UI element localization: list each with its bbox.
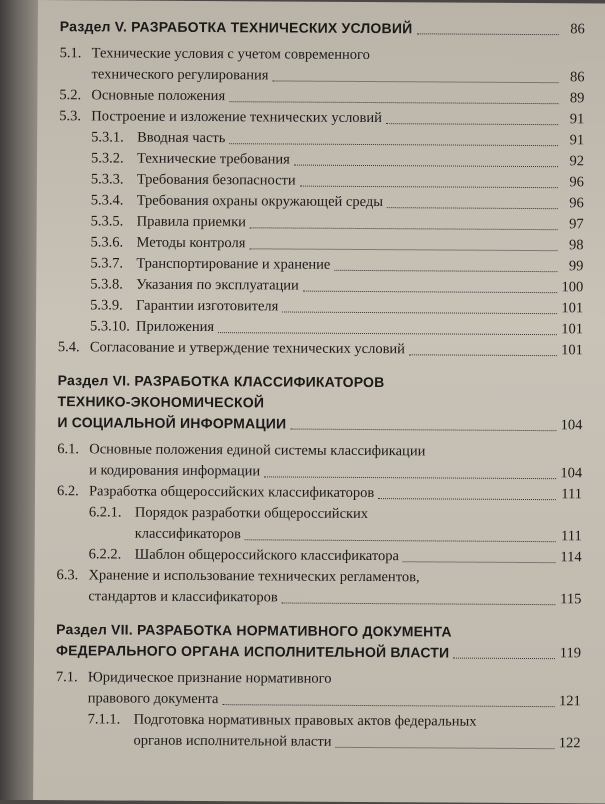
page-number: 97 [569,216,584,233]
page-number: 99 [568,258,584,275]
dot-leader [335,747,554,749]
dot-leader [264,476,556,479]
page-number: 86 [570,21,585,38]
entry-title: Технические требования [136,150,290,168]
dot-leader [334,270,557,272]
entry-title: Вводная часть [137,129,226,147]
entry-number: 6.2. [56,483,79,500]
toc-entry [55,709,580,754]
entry-title-cont: органов исполнительной власти [133,732,332,750]
page-number: 115 [560,591,582,608]
entry-title: Шаблон общероссийского классификатора [134,546,400,565]
entry-title: Основные положения единой системы классификации [89,441,426,460]
entry-title: Технические условия с учетом современного [91,45,370,64]
entry-title: Хранение и использование технических регламентов, [88,567,420,586]
dot-leader [303,291,557,294]
entry-number: 6.2.2. [88,546,122,563]
section-title: Раздел VI. РАЗРАБОТКА КЛАССИФИКАТОРОВ [57,372,385,391]
dot-leader [290,429,556,432]
toc-entry [56,565,581,610]
entry-title: Порядок разработки общероссийских [134,504,369,523]
dot-leader [282,603,556,606]
entry-number: 7.1. [55,669,78,686]
dot-leader [249,248,557,251]
entry-title: Требования безопасности [136,171,296,189]
page-number: 96 [569,195,584,212]
entry-number: 5.3.6. [90,234,124,251]
dot-leader [218,332,557,335]
entry-title: Правила приемки [136,213,246,231]
dot-leader [453,658,555,660]
dot-leader [387,207,558,209]
entry-number: 6.1. [57,441,80,458]
entry-number: 5.3.8. [90,276,123,293]
section-heading [60,16,585,40]
dot-leader [245,539,556,542]
entry-number: 6.2.1. [88,504,122,521]
toc-entry [56,667,581,712]
entry-title-cont: классификаторов [134,525,241,543]
entry-title: Основные положения [91,87,226,105]
entry-number: 5.3.4. [90,192,124,209]
dot-leader [416,33,558,35]
page-number: 104 [560,465,583,482]
section-title-cont: И СОЦИАЛЬНОЙ ИНФОРМАЦИИ [57,414,287,432]
section-title: Раздел V. РАЗРАБОТКА ТЕХНИЧЕСКИХ УСЛОВИЙ [59,18,413,37]
entry-number: 5.3. [59,108,82,125]
entry-title: Построение и изложение технических условий [91,108,383,127]
dot-leader [403,561,556,563]
page-number: 104 [560,417,583,434]
dot-leader [300,186,558,189]
entry-number: 5.3.5. [90,213,124,230]
page-number: 86 [569,69,585,86]
section-title: Раздел VII. РАЗРАБОТКА НОРМАТИВНОГО ДОКУМЕНТА [56,621,452,640]
dot-leader [386,123,558,125]
page-number: 111 [560,528,582,545]
section-title-cont: ФЕДЕРАЛЬНОГО ОРГАНА ИСПОЛНИТЕЛЬНОЙ ВЛАСТИ [55,642,450,661]
section-heading [56,619,581,664]
page-number: 91 [569,111,585,128]
entry-title: Юридическое признание нормативного [87,669,332,687]
entry-number: 5.3.10. [89,318,130,335]
page-number: 89 [569,90,585,107]
toc-entry [57,439,582,484]
page-number: 122 [558,735,581,752]
dot-leader [409,354,557,356]
entry-title: Методы контроля [136,234,246,252]
entry-number: 7.1.1. [87,711,121,728]
dot-leader [229,101,558,104]
dot-leader [250,227,558,230]
entry-number: 5.3.2. [90,150,124,167]
page-number: 111 [561,486,583,503]
entry-title: Приложения [135,318,215,336]
dot-leader [282,311,557,314]
entry-title: Подготовка нормативных правовых актов федеральных [133,711,477,730]
entry-number: 5.4. [57,339,80,356]
entry-title-cont: правового документа [87,690,219,708]
page-number: 91 [569,132,585,149]
entry-number: 5.2. [59,87,82,104]
dot-leader [272,80,558,83]
page-number: 114 [560,549,582,566]
entry-number: 5.3.9. [90,297,123,314]
toc-entry [57,502,582,547]
dot-leader [378,498,556,500]
dot-leader [222,704,554,707]
page-number: 101 [561,342,583,359]
page-number: 101 [561,321,584,338]
entry-number: 5.3.7. [90,255,124,272]
entry-number: 5.3.1. [91,129,124,146]
entry-title: Согласование и утверждение технических условий [89,339,406,358]
entry-title: Транспортирование и хранение [136,255,331,273]
page-number: 101 [561,300,584,317]
entry-number: 5.3.3. [90,171,124,188]
entry-title-cont: стандартов и классификаторов [88,588,278,606]
toc-entry [59,43,584,88]
toc-entry [58,337,583,361]
entry-title-cont: технического регулирования [91,66,269,84]
dot-leader [229,143,558,146]
entry-title-cont: и кодирования информации [89,462,261,480]
entry-title: Требования охраны окружающей среды [136,192,384,211]
page-number: 121 [558,693,581,710]
dot-leader [294,165,558,168]
entry-number: 5.1. [59,45,82,62]
page-number: 100 [561,279,584,296]
section-heading [57,370,582,436]
page-number: 96 [569,174,584,191]
entry-number: 6.3. [56,567,79,584]
page-number: 119 [559,645,582,662]
entry-title: Разработка общероссийских классификаторов [88,483,375,502]
table-of-contents [55,14,584,754]
book-page [33,0,605,804]
page-number: 92 [569,153,585,170]
entry-title: Указания по эксплуатации [136,276,299,294]
entry-title: Гарантии изготовителя [136,297,279,315]
section-title-cont: ТЕХНИКО-ЭКОНОМИЧЕСКОЙ [57,393,265,411]
page-number: 98 [568,237,584,254]
